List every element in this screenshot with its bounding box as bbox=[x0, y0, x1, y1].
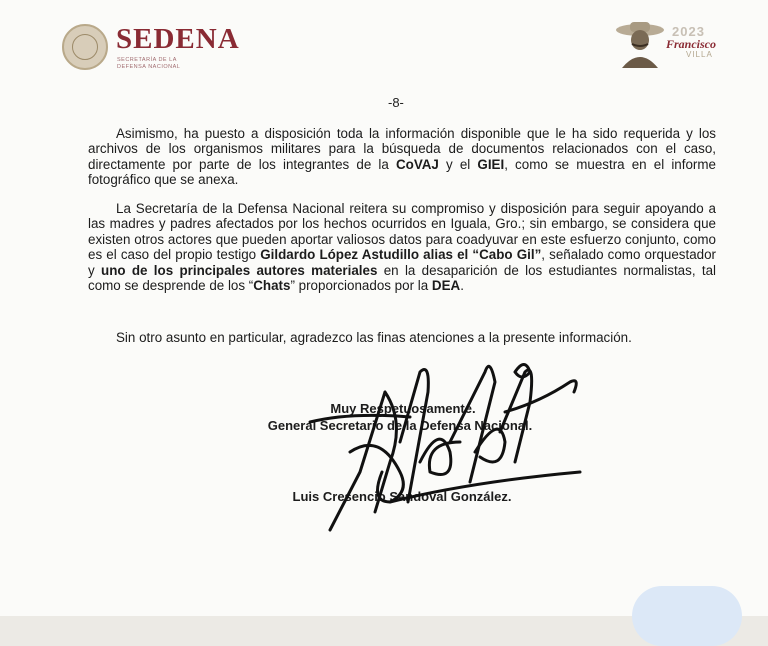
p2-bold-authors: uno de los principales autores materiales bbox=[101, 262, 378, 278]
handwritten-signature-icon bbox=[290, 352, 590, 542]
seal-eagle-icon bbox=[72, 34, 98, 60]
paragraph-3 bbox=[88, 330, 716, 345]
paragraph-2 bbox=[88, 201, 716, 293]
signer-name: Luis Cresencio Sandoval González. bbox=[292, 489, 512, 504]
signer-title: General Secretario de la Defensa Nacional. bbox=[267, 418, 533, 433]
p3-text-1: Sin otro asunto en particular, agradezco las finas atenciones a la presente información. bbox=[116, 330, 632, 345]
p2-text-4: ” proporcionados por la bbox=[290, 278, 432, 294]
p2-text-1: La Secretaría de la Defensa Nacional reitera su compromiso y disposición para seguir apoyando a las madres y padres afectados por los hechos ocurridos en Iguala, Gro.; sin embargo, se considera que existen otros actores que pueden aportar valiosos datos para coadyuvar en este esfuerzo conjunto, como es el caso del propio testigo bbox=[88, 201, 716, 263]
p1-bold-covaj: CoVAJ bbox=[395, 156, 439, 172]
year-label: 2023 bbox=[672, 24, 705, 39]
year-word: VILLA bbox=[686, 50, 713, 59]
villa-portrait-icon bbox=[614, 16, 666, 68]
closing-line: Muy Respetuosamente. bbox=[330, 401, 476, 416]
p1-bold-giei: GIEI bbox=[477, 156, 505, 172]
brand-title: SEDENA bbox=[116, 23, 240, 55]
p2-text-2: , señalado como orquestador y bbox=[88, 247, 717, 278]
page-number: -8- bbox=[388, 95, 404, 110]
p2-bold-chats: Chats bbox=[253, 278, 291, 294]
p2-text-3: en la desaparición de los estudiantes normalistas, tal como se desprende de los “ bbox=[88, 262, 716, 294]
p2-bold-dea: DEA bbox=[431, 278, 461, 294]
brand-subtitle-line-1: SECRETARÍA DE LA bbox=[117, 57, 177, 63]
floating-action-button[interactable] bbox=[632, 586, 742, 646]
p1-text-3: , como se muestra en el informe fotográfico que se anexa. bbox=[88, 156, 716, 188]
brand-subtitle-line-2: DEFENSA NACIONAL bbox=[117, 64, 181, 70]
paragraph-1 bbox=[88, 126, 716, 188]
p1-text-2: y el bbox=[438, 156, 478, 172]
p2-text-5: . bbox=[460, 278, 464, 294]
national-seal-icon bbox=[62, 24, 108, 70]
p1-text-1: Asimismo, ha puesto a disposición toda la información disponible que le ha sido requerida y los archivos de los organismos militares para la búsqueda de documentos relacionados con el caso, directamente por parte de los integrantes de la bbox=[88, 126, 716, 172]
p2-bold-name: Gildardo López Astudillo alias el “Cabo Gil” bbox=[260, 247, 542, 263]
year-name: Francisco bbox=[666, 37, 717, 51]
